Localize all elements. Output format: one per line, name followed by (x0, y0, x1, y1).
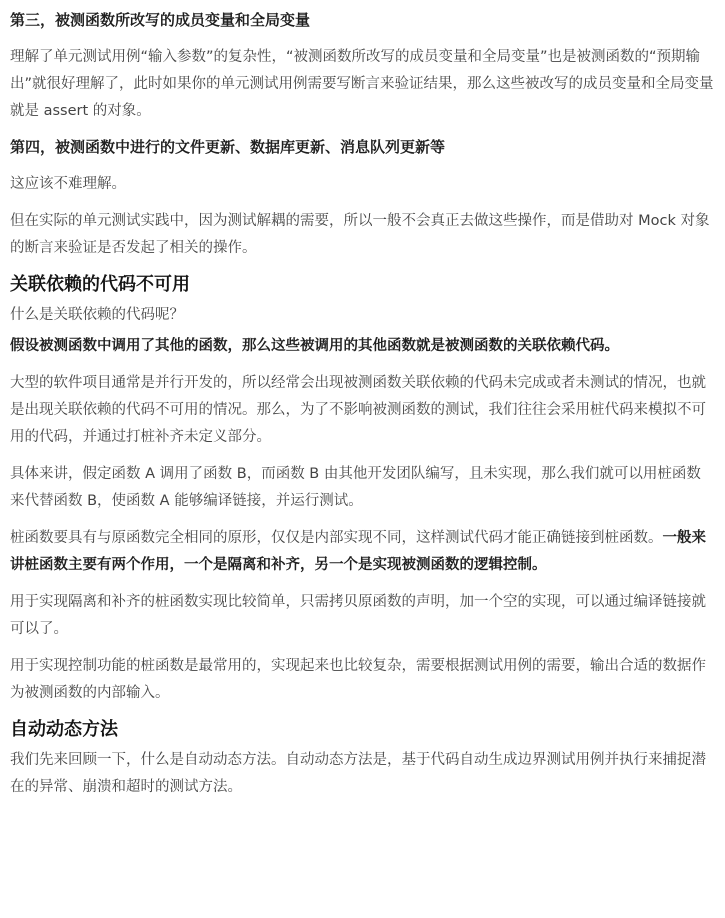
paragraph: 用于实现控制功能的桩函数是最常用的，实现起来也比较复杂，需要根据测试用例的需要，输出合适的数据作为被测函数的内部输入。 (10, 658, 706, 701)
paragraph: 但在实际的单元测试实践中，因为测试解耦的需要，所以一般不会真正去做这些操作，而是借助对 Mock 对象的断言来验证是否发起了相关的操作。 (10, 213, 710, 256)
heading-third: 第三，被测函数所改写的成员变量和全局变量 (10, 11, 311, 29)
paragraph: 具体来讲，假定函数 A 调用了函数 B，而函数 B 由其他开发团队编写，且未实现，那么我们就可以用桩函数来代替函数 B，使函数 A 能够编译链接，并运行测试。 (10, 466, 701, 509)
paragraph-text: 桩函数要具有与原函数完全相同的原形，仅仅是内部实现不同，这样测试代码才能正确链接到桩函数。 (10, 530, 663, 546)
paragraph: 我们先来回顾一下，什么是自动动态方法。自动动态方法是，基于代码自动生成边界测试用例并执行来捕捉潜在的异常、崩溃和超时的测试方法。 (10, 752, 706, 795)
section-title-dependency: 关联依赖的代码不可用 (10, 274, 190, 295)
paragraph: 用于实现隔离和补齐的桩函数实现比较简单，只需拷贝原函数的声明，加一个空的实现，可以通过编译链接就可以了。 (10, 594, 706, 637)
paragraph: 大型的软件项目通常是并行开发的，所以经常会出现被测函数关联依赖的代码未完成或者未测试的情况，也就是出现关联依赖的代码不可用的情况。那么，为了不影响被测函数的测试，我们往往会采用桩代码来模拟不可用的代码，并通过打桩补齐未定义部分。 (10, 375, 706, 445)
paragraph: 这应该不难理解。 (10, 176, 126, 192)
paragraph-emphasis: 假设被测函数中调用了其他的函数，那么这些被调用的其他函数就是被测函数的关联依赖代码。 (10, 338, 619, 354)
paragraph-mixed (10, 525, 715, 579)
heading-fourth: 第四，被测函数中进行的文件更新、数据库更新、消息队列更新等 (10, 138, 446, 156)
paragraph-emphasis-text: 一般来讲桩函数主要有两个作用，一个是隔离和补齐，另一个是实现被测函数的逻辑控制。 (10, 530, 706, 573)
paragraph: 理解了单元测试用例“输入参数”的复杂性，“被测函数所改写的成员变量和全局变量”也是被测函数的“预期输出”就很好理解了，此时如果你的单元测试用例需要写断言来验证结果，那么这些被改写的成员变量和全局变量就是 assert 的对象。 (10, 49, 714, 119)
paragraph: 什么是关联依赖的代码呢？ (10, 307, 184, 323)
section-title-auto-dynamic: 自动动态方法 (10, 719, 118, 740)
